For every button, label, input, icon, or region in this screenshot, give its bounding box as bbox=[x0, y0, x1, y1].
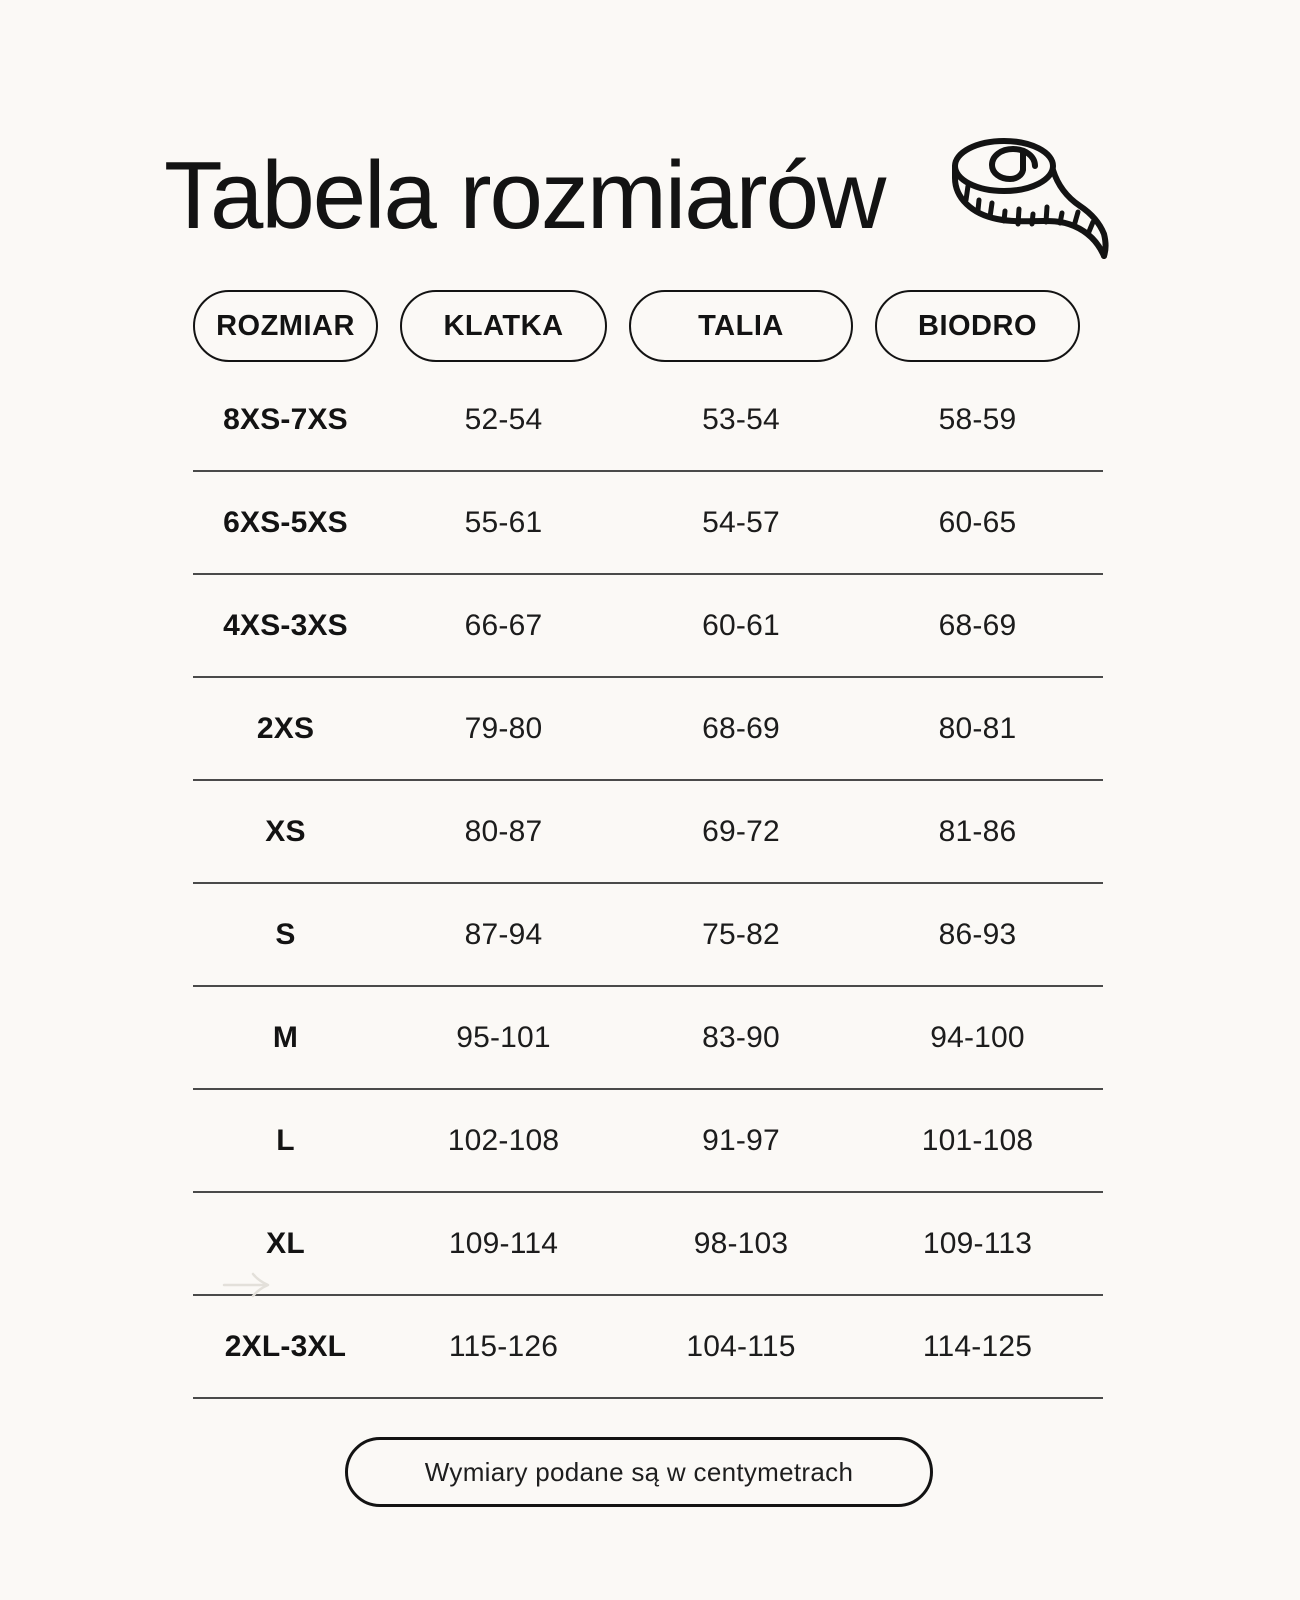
waist-cell: 54-57 bbox=[702, 505, 780, 539]
units-note-pill bbox=[345, 1437, 933, 1507]
waist-cell: 83-90 bbox=[702, 1020, 780, 1054]
hips-cell: 109-113 bbox=[922, 1226, 1033, 1260]
waist-cell: 104-115 bbox=[686, 1329, 796, 1363]
column-header-waist bbox=[629, 290, 853, 362]
hips-cell: 60-65 bbox=[938, 505, 1017, 539]
size-cell: 8XS-7XS bbox=[223, 402, 348, 436]
column-header-label: TALIA bbox=[698, 309, 784, 342]
waist-cell: 53-54 bbox=[702, 402, 780, 436]
chest-cell: 80-87 bbox=[464, 814, 543, 848]
table-header bbox=[193, 290, 1080, 362]
chest-cell: 55-61 bbox=[464, 505, 543, 539]
column-header-label: KLATKA bbox=[443, 309, 564, 342]
table-row bbox=[193, 884, 1103, 987]
hips-cell: 80-81 bbox=[938, 711, 1017, 745]
chest-cell: 79-80 bbox=[464, 711, 543, 745]
size-cell: XL bbox=[266, 1226, 305, 1260]
hips-cell: 58-59 bbox=[938, 402, 1017, 436]
table-row bbox=[193, 472, 1103, 575]
table-row bbox=[193, 1090, 1103, 1193]
column-header-label: ROZMIAR bbox=[216, 309, 355, 342]
chest-cell: 95-101 bbox=[456, 1020, 551, 1054]
table-row bbox=[193, 678, 1103, 781]
column-header-chest bbox=[400, 290, 607, 362]
size-table bbox=[193, 369, 1103, 1399]
waist-cell: 60-61 bbox=[702, 608, 780, 642]
units-note-text: Wymiary podane są w centymetrach bbox=[424, 1456, 854, 1487]
hips-cell: 94-100 bbox=[930, 1020, 1025, 1054]
chest-cell: 109-114 bbox=[448, 1226, 559, 1260]
hips-cell: 114-125 bbox=[922, 1329, 1033, 1363]
chest-cell: 115-126 bbox=[448, 1329, 559, 1363]
size-cell: 4XS-3XS bbox=[223, 608, 348, 642]
size-cell: 2XL-3XL bbox=[224, 1329, 347, 1363]
page-title: Tabela rozmiarów bbox=[164, 142, 885, 249]
column-header-label: BIODRO bbox=[918, 309, 1037, 342]
waist-cell: 91-97 bbox=[702, 1123, 780, 1157]
waist-cell: 69-72 bbox=[702, 814, 780, 848]
waist-cell: 68-69 bbox=[702, 711, 780, 745]
table-row bbox=[193, 987, 1103, 1090]
column-header-size bbox=[193, 290, 378, 362]
table-row bbox=[193, 1193, 1103, 1296]
table-row bbox=[193, 575, 1103, 678]
hips-cell: 101-108 bbox=[921, 1123, 1034, 1157]
size-cell: S bbox=[275, 917, 296, 951]
hips-cell: 81-86 bbox=[938, 814, 1017, 848]
hips-cell: 68-69 bbox=[938, 608, 1017, 642]
measuring-tape-icon bbox=[952, 138, 1112, 260]
chest-cell: 66-67 bbox=[464, 608, 543, 642]
table-row bbox=[193, 1296, 1103, 1399]
arrow-right-icon bbox=[222, 1270, 272, 1298]
waist-cell: 98-103 bbox=[693, 1226, 789, 1260]
chest-cell: 102-108 bbox=[447, 1123, 560, 1157]
size-cell: 6XS-5XS bbox=[223, 505, 348, 539]
column-header-hips bbox=[875, 290, 1080, 362]
table-row bbox=[193, 781, 1103, 884]
chest-cell: 52-54 bbox=[464, 402, 543, 436]
size-cell: 2XS bbox=[256, 711, 315, 745]
size-cell: XS bbox=[265, 814, 306, 848]
hips-cell: 86-93 bbox=[938, 917, 1017, 951]
size-cell: M bbox=[272, 1020, 299, 1054]
size-cell: L bbox=[276, 1123, 295, 1157]
chest-cell: 87-94 bbox=[464, 917, 543, 951]
waist-cell: 75-82 bbox=[702, 917, 780, 951]
table-row bbox=[193, 369, 1103, 472]
